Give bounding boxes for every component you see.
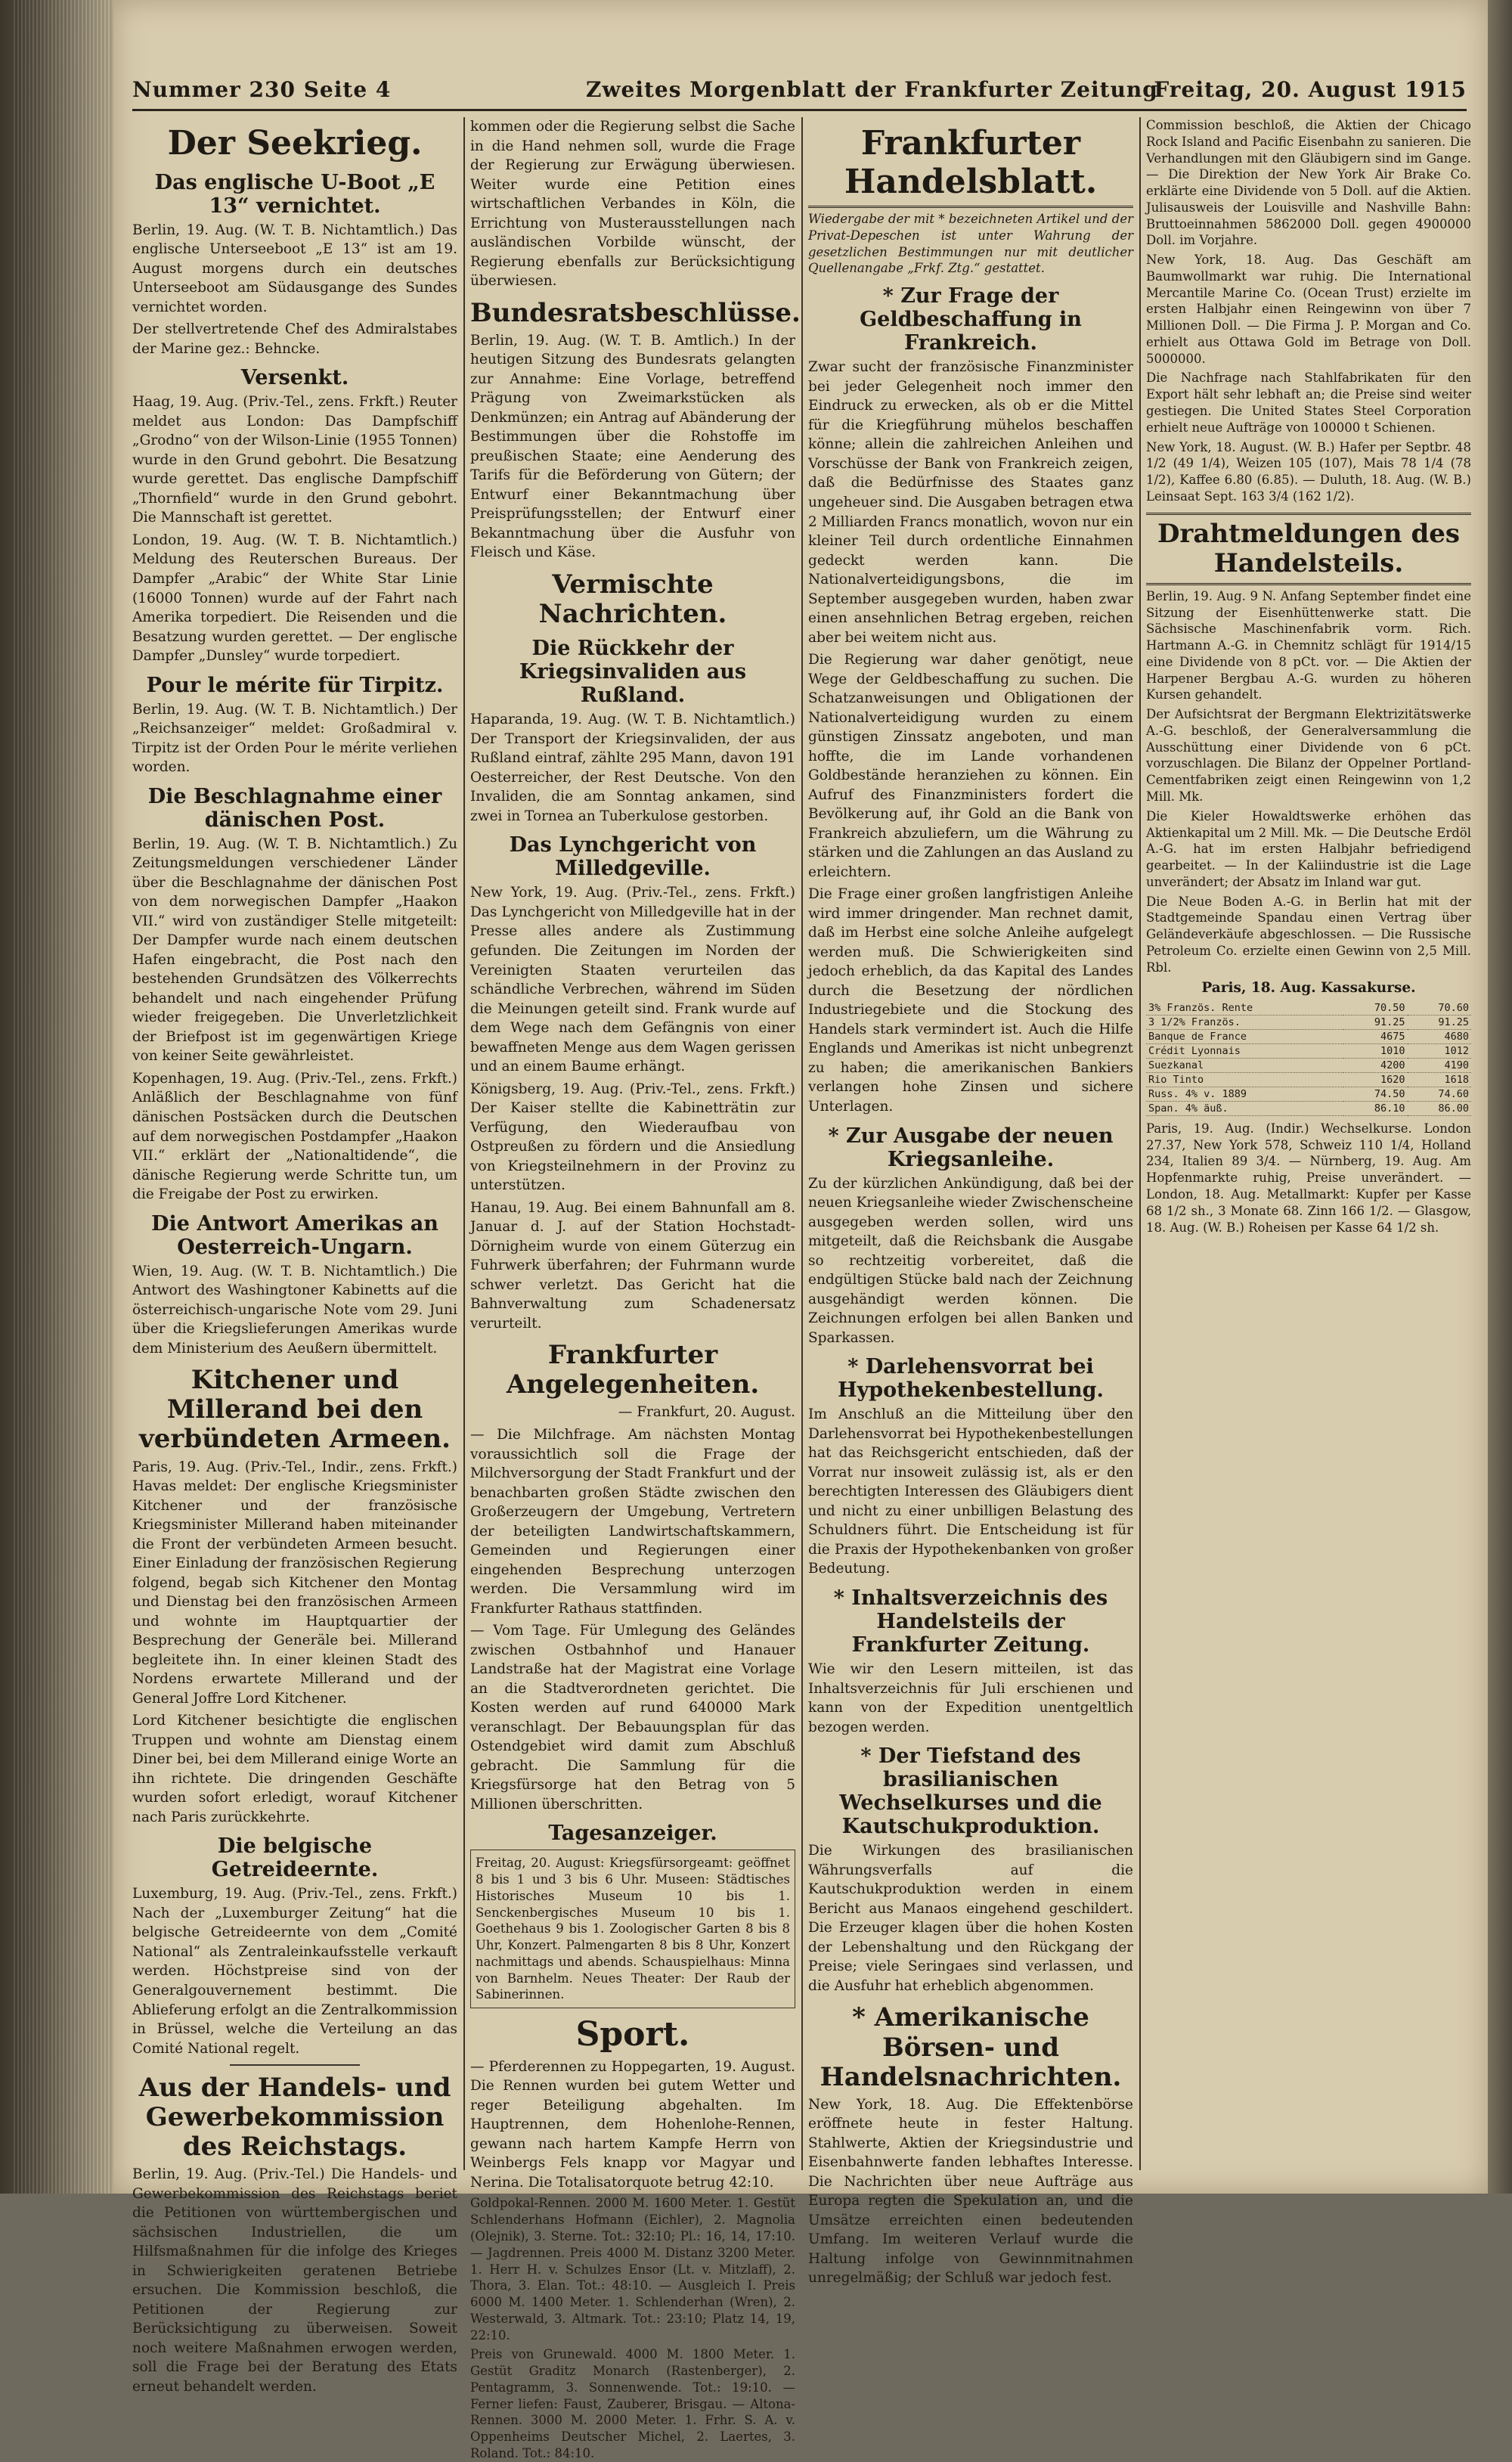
table-cell: 91.25 xyxy=(1343,1015,1407,1029)
headline: Das Lynchgericht von Milledgeville. xyxy=(509,833,757,881)
article-text: Berlin, 19. Aug. (Priv.-Tel.) Die Handels- und Gewerbekommission des Reichstags beriet die Petitionen von württembergischen und sächsischen Industriellen, die um Hilfsmaßnahmen für die infolge des Krieges in Schwierigkeiten geratenen Betriebe ersuchen. Die Kommission beschloß, die Petitionen der Regierung zur Berücksichtigung zu überweisen. Soweit noch weitere Maßnahmen erwogen werden, soll die Frage bei der Beratung des Etats erneut behandelt werden. xyxy=(132,2166,457,2395)
table-row xyxy=(1146,1001,1471,1015)
article-text: Berlin, 19. Aug. (W. T. B. Nichtamtlich.) Zu Zeitungsmeldungen verschiedener Länder über die Beschlagnahme der dänischen Post von dem norwegischen Dampfer „Haakon VII.“ wird von zuständiger Stelle mitgeteilt: Der Dampfer wurde nach einem deutschen Hafen eingebracht, die Post nach den bestehenden Grundsätzen des Völkerrechts behandelt und nach eingehender Prüfung wieder freigegeben. Die Unverletzlichkeit der Briefpost ist im gegenwärtigen Kriege von keiner Seite gewährleistet. xyxy=(132,836,457,1065)
issue-date: Freitag, 20. August 1915 xyxy=(1154,77,1467,102)
headline: Das englische U-Boot „E 13“ vernichtet. xyxy=(154,170,435,218)
article-text: — Die Milchfrage. Am nächsten Montag voraussichtlich soll die Frage der Milchversorgung der Stadt Frankfurt und der benachbarten großen Städte zwischen den Großerzeugern der Umgebung, Vertretern der beteiligten Landwirtschaftskammern, Gemeinden und Regierungen einer eingehenden Besprechung unterzogen werden. Die Versammlung wird im Frankfurter Rathaus stattfinden. xyxy=(470,1427,795,1617)
article-text: New York, 18. Aug. Die Effektenbörse eröffnete heute in fester Haltung. Stahlwerte, Aktien der Kriegsindustrie und Eisenbahnwerte fanden lebhaftes Interesse. Die Nachrichten über neue Aufträge aus Europa regten die Spekulation an, und die Umsätze erreichten einen bedeutenden Umfang. Im weiteren Verlauf wurde die Haltung infolge von Gewinnmitnahmen unregelmäßig; der Schluß war jedoch fest. xyxy=(808,2096,1133,2287)
event-listing: Freitag, 20. August: Kriegsfürsorgeamt: geöffnet 8 bis 1 und 3 bis 6 Uhr. Museen: Städtisches Historisches Museum 10 bis 1. Senckenbergisches Museum 10 bis 1. Goethehaus 9 bis 1. Zoologischer Garten 8 bis 8 Uhr, Konzert. Palmengarten 8 bis 8 Uhr, Konzert nachmittags und abends. Schauspielhaus: Minna von Barnhelm. Neues Theater: Der Raub der Sabinerinnen. xyxy=(470,1850,795,2008)
article-text: — Vom Tage. Für Umlegung des Geländes zwischen Ostbahnhof und Hanauer Landstraße hat der Magistrat eine Vorlage an die Stadtverordneten gerichtet. Die Kosten werden auf rund 640000 Mark veranschlagt. Der Bebauungsplan für das Ostendgebiet wird damit zum Abschluß gebracht. Die Sammlung für die Kriegsfürsorge hat den Betrag von 5 Millionen überschritten. xyxy=(470,1623,795,1812)
section-title: Sport. xyxy=(575,2015,690,2054)
table-cell: 4675 xyxy=(1343,1029,1407,1043)
headline: Aus der Handels- und Gewerbekommission des Reichstags. xyxy=(138,2073,451,2163)
table-row xyxy=(1146,1087,1471,1101)
table-cell: 70.60 xyxy=(1408,1001,1471,1015)
table-cell: 3% Französ. Rente xyxy=(1146,1001,1343,1015)
column-rule xyxy=(1139,117,1141,2170)
headline: Die belgische Getreideernte. xyxy=(211,1834,379,1882)
headline: * Zur Ausgabe der neuen Kriegsanleihe. xyxy=(828,1124,1114,1171)
page-edges xyxy=(14,0,112,2194)
article-text: Berlin, 19. Aug. (W. T. B. Amtlich.) In der heutigen Sitzung des Bundesrats gelangten zur Annahme: Eine Vorlage, betreffend Prägung von Zweimarkstücken als Denkmünzen; ein Antrag auf Abänderung der Bestimmungen über die Rohstoffe im preußischen Staate; eine Aenderung des Tarifs für die Beförderung von Gütern; der Entwurf einer Bekanntmachung über Preisprüfungsstellen; der Entwurf einer Bekanntmachung über die Ausfuhr von Fleisch und Käse. xyxy=(470,332,795,561)
table-cell: Russ. 4% v. 1889 xyxy=(1146,1087,1343,1101)
column-4 xyxy=(1146,117,1471,2174)
headline: * Der Tiefstand des brasilianischen Wechselkurses und die Kautschukproduktion. xyxy=(839,1744,1102,1839)
table-cell: Span. 4% äuß. xyxy=(1146,1101,1343,1115)
column-2 xyxy=(470,117,801,2460)
dateline: — Frankfurt, 20. August. xyxy=(618,1404,795,1421)
page-edge-right xyxy=(1488,0,1512,2194)
headline: * Zur Frage der Geldbeschaffung in Frankreich. xyxy=(860,284,1082,355)
table-cell: 1010 xyxy=(1343,1043,1407,1058)
section-title: Drahtmeldungen des Handelsteils. xyxy=(1146,513,1471,585)
article-text: Wie wir den Lesern mitteilen, ist das Inhaltsverzeichnis für Juli erschienen und kann von der Expedition unentgeltlich bezogen werden. xyxy=(808,1661,1133,1735)
section-title: Vermischte Nachrichten. xyxy=(538,569,727,630)
table-cell: 1618 xyxy=(1408,1072,1471,1087)
article-text: Haparanda, 19. Aug. (W. T. B. Nichtamtlich.) Der Transport der Kriegsinvaliden, der aus Rußland eintraf, zählte 295 Mann, davon 191 Oesterreicher, der Rest Deutsche. Von den Invaliden, die am Sonntag ankamen, sind zwei in Tornea an Tuberkulose gestorben. xyxy=(470,712,795,824)
column-3 xyxy=(808,117,1133,2287)
headline: * Darlehensvorrat bei Hypothekenbestellung. xyxy=(838,1355,1104,1403)
headline: Die Beschlagnahme einer dänischen Post. xyxy=(147,784,442,832)
article-text: Wien, 19. Aug. (W. T. B. Nichtamtlich.) Die Antwort des Washingtoner Kabinetts auf die österreichisch-ungarische Note vom 29. Juni über die Kriegslieferungen Amerikas wurde dem Ministerium des Aeußern übermittelt. xyxy=(132,1263,457,1357)
race-results: Preis von Grunewald. 4000 M. 1800 Meter. 1. Gestüt Graditz Monarch (Rastenberger), 2. Pentagramm, 3. Sonnenwende. Tot.: 19:10. — Ferner liefen: Faust, Zauberer, Brisgau. — Altona-Rennen. 3000 M. 2000 Meter. 1. Frhr. S. A. v. Oppenheims Deutscher Michel, 2. Laertes, 3. Roland. Tot.: 84:10. xyxy=(470,2347,795,2460)
article-text: Berlin, 19. Aug. 9 N. Anfang September findet eine Sitzung der Eisenhüttenwerke statt. Die Sächsische Maschinenfabrik vorm. Rich. Hartmann A.-G. in Chemnitz schlägt für 1914/15 eine Dividende von 8 pCt. vor. — Die Aktien der Harpener Bergbau A.-G. wurden zu höheren Kursen gehandelt. xyxy=(1146,588,1471,702)
table-cell: 3 1/2% Französ. xyxy=(1146,1015,1343,1029)
article-text: Die Regierung war daher genötigt, neue Wege der Geldbeschaffung zu suchen. Die Schatzanweisungen und Obligationen der Nationalverteidigung wurden zu einem günstigen Zinssatz angeboten, und man hoffte, die im Lande vorhandenen Goldbestände heranziehen zu können. Ein Aufruf des Finanzministers fordert die Bevölkerung auf, ihr Gold an die Bank von Frankreich abzuliefern, um die Währung zu stärken und die Zahlungen an das Ausland zu erleichtern. xyxy=(808,652,1133,880)
article-text: Die Neue Boden A.-G. in Berlin hat mit der Stadtgemeinde Spandau einen Vertrag über Geländeverkäufe abgeschlossen. — Die Russische Petroleum Co. erzielte einen Gewinn von 2,5 Mill. Rbl. xyxy=(1146,894,1471,975)
table-cell: Banque de France xyxy=(1146,1029,1343,1043)
column-rule xyxy=(463,117,465,2170)
table-row xyxy=(1146,1015,1471,1029)
article-text: Die Kieler Howaldtswerke erhöhen das Aktienkapital um 2 Mill. Mk. — Die Deutsche Erdöl A.-G. hat im ersten Halbjahr befriedigend gearbeitet. — In der Kaliindustrie ist die Lage unverändert; der Absatz im Inland war gut. xyxy=(1146,808,1471,889)
page-number: Nummer 230 Seite 4 xyxy=(132,77,392,102)
article-text: Commission beschloß, die Aktien der Chicago Rock Island and Pacific Eisenbahn zu sanieren. Die Verhandlungen mit den Gläubigern sind im Gange. — Die Direktion der New York Air Brake Co. erklärte eine Dividende von 5 Doll. auf die Aktien. Julisausweis der Louisville and Nashville Bahn: Bruttoeinnahmen 5862000 Doll. gegen 4900000 Doll. im Vorjahre. xyxy=(1146,118,1471,248)
article-text: New York, 18. Aug. Das Geschäft am Baumwollmarkt war ruhig. Die International Mercantile Marine Co. (Ocean Trust) erzielte im ersten Halbjahr einen Reingewinn von über 7 Millionen Doll. — Die Firma J. P. Morgan and Co. erhielt aus Ottawa Gold im Betrage von Doll. 5000000. xyxy=(1146,253,1471,366)
table-cell: Rio Tinto xyxy=(1146,1072,1343,1087)
headline: Die Antwort Amerikas an Oesterreich-Ungarn. xyxy=(151,1211,438,1259)
article-text: Hanau, 19. Aug. Bei einem Bahnunfall am 8. Januar d. J. auf der Station Hochstadt-Dörnigheim wurde von einem Güterzug ein Fuhrwerk überfahren; der Fuhrmann wurde schwer verletzt. Das Gericht hat die Bahnverwaltung zum Schadenersatz verurteilt. xyxy=(470,1199,795,1332)
column-1 xyxy=(132,117,457,2395)
article-text: Paris, 19. Aug. (Priv.-Tel., Indir., zens. Frkft.) Havas meldet: Der englische Kriegsminister Kitchener und der französische Kriegsminister Millerand haben miteinander die Front der verbündeten Armeen besucht. Einer Einladung der französischen Regierung folgend, begab sich Kitchener den Montag und Dienstag bei den französischen Armeen und wohnte im Hauptquartier der Besprechung der Generäle bei. Millerand begleitete ihn. In einer kleinen Stadt des Nordens erwartete Millerand und der General Joffre Lord Kitchener. xyxy=(132,1459,457,1707)
page-header xyxy=(132,76,1467,111)
headline: * Amerikanische Börsen- und Handelsnachrichten. xyxy=(820,2002,1122,2092)
table-cell: 1620 xyxy=(1343,1072,1407,1087)
quotes-table xyxy=(1146,1001,1471,1116)
headline: Bundesratsbeschlüsse. xyxy=(470,297,801,328)
table-cell: 4200 xyxy=(1343,1058,1407,1072)
column-rule xyxy=(801,117,803,2170)
table-cell: 74.50 xyxy=(1343,1087,1407,1101)
article-text: Zu der kürzlichen Ankündigung, daß bei der neuen Kriegsanleihe wieder Zwischenscheine ausgegeben werden sollen, wird uns mitgeteilt, daß die Reichsbank die Ausgabe so rechtzeitig vorbereitet, daß die endgültigen Stücke bald nach der Zeichnung ausgehändigt werden können. Die Zeichnungen erfolgen bei allen Banken und Sparkassen. xyxy=(808,1175,1133,1346)
headline: Tagesanzeiger. xyxy=(548,1822,717,1846)
section-title: Frankfurter Angelegenheiten. xyxy=(506,1340,760,1400)
separator xyxy=(230,2064,360,2066)
table-cell: 4680 xyxy=(1408,1029,1471,1043)
headline: Die Rückkehr der Kriegsinvaliden aus Rußland. xyxy=(519,637,747,708)
table-row xyxy=(1146,1101,1471,1115)
article-text: Luxemburg, 19. Aug. (Priv.-Tel., zens. Frkft.) Nach der „Luxemburger Zeitung“ hat die belgische Getreideernte von dem „Comité National“ als Zentraleinkaufsstelle verkauft werden. Höchstpreise sind von der Generalgouvernement bestimmt. Die Ablieferung erfolgt an die Zentralkommission in Brüssel, welche die Verteilung an das Comité National regelt. xyxy=(132,1886,457,2057)
headline: Kitchener und Millerand bei den verbündeten Armeen. xyxy=(139,1365,451,1455)
article-text: Im Anschluß an die Mitteilung über den Darlehensvorrat bei Hypothekenbestellungen hat das Reichsgericht entschieden, daß der Vorrat nur insoweit zulässig ist, als er den berechtigten Interessen des Gläubigers dient und nicht zu einer unbilligen Belastung des Schuldners führt. Die Entscheidung ist für die Praxis der Hypothekenbanken von großer Bedeutung. xyxy=(808,1406,1133,1577)
table-cell: 91.25 xyxy=(1408,1015,1471,1029)
article-text: — Pferderennen zu Hoppegarten, 19. August. Die Rennen wurden bei gutem Wetter und reger Beteiligung abgehalten. Im Hauptrennen, dem Hohenlohe-Rennen, gewann nach hartem Kampfe Herrn von Weinbergs Fels knapp vor Magyar und Nerina. Die Totalisatorquote betrug 42:10. xyxy=(470,2058,795,2191)
table-title: Paris, 18. Aug. Kassakurse. xyxy=(1201,980,1416,997)
headline: Versenkt. xyxy=(240,366,349,390)
table-cell: Crédit Lyonnais xyxy=(1146,1043,1343,1058)
reprint-notice: Wiedergabe der mit * bezeichneten Artikel und der Privat-Depeschen ist unter Wahrung der gesetzlichen Bestimmungen nur mit deutlicher Quellenangabe „Frkf. Ztg.“ gestattet. xyxy=(808,212,1133,276)
headline: Pour le mérite für Tirpitz. xyxy=(146,673,444,697)
article-text: Zwar sucht der französische Finanzminister bei jeder Gelegenheit noch immer den Eindruck zu erwecken, als ob er die Mittel für die Kriegführung mühelos beschaffen könne; allein die zahlreichen Anleihen und Vorschüsse der Bank von Frankreich zeigen, daß die Bedürfnisse des Staates ganz ungeheuer sind. Die Ausgaben betragen etwa 2 Milliarden Francs monatlich, wovon nur ein kleiner Teil durch ordentliche Einnahmen gedeckt werden kann. Die Nationalverteidigungsbons, die im September ausgegeben wurden, haben zwar einen ansehnlichen Betrag ergeben, reichen aber bei weitem nicht aus. xyxy=(808,359,1133,646)
table-cell: 74.60 xyxy=(1408,1087,1471,1101)
table-row xyxy=(1146,1029,1471,1043)
article-text: Berlin, 19. Aug. (W. T. B. Nichtamtlich.) Der „Reichsanzeiger“ meldet: Großadmiral v. Tirpitz ist der Orden Pour le mérite verliehen worden. xyxy=(132,701,457,776)
section-title: Frankfurter Handelsblatt. xyxy=(808,125,1133,208)
article-text: Königsberg, 19. Aug. (Priv.-Tel., zens. Frkft.) Der Kaiser stellte die Kabinetträtin zur Verfügung, den Wiederaufbau von Ostpreußen zu fördern und die Ansiedlung von Kriegsteilnehmern in der Provinz zu unterstützen. xyxy=(470,1081,795,1194)
table-cell: Suezkanal xyxy=(1146,1058,1343,1072)
article-text: Der Aufsichtsrat der Bergmann Elektrizitätswerke A.-G. beschloß, der Generalversammlung die Ausschüttung einer Dividende von 6 pCt. vorzuschlagen. Die Bilanz der Oppelner Portland-Cementfabriken zeigt einen Reingewinn von 1,2 Mill. Mk. xyxy=(1146,707,1471,804)
table-cell: 4190 xyxy=(1408,1058,1471,1072)
table-cell: 86.10 xyxy=(1343,1101,1407,1115)
headline: * Inhaltsverzeichnis des Handelsteils der Frankfurter Zeitung. xyxy=(833,1586,1108,1657)
article-text: Lord Kitchener besichtigte die englischen Truppen und wohnte am Dienstag einem Diner bei, bei dem Millerand einige Worte an ihn richtete. Die dringenden Geschäfte wurden sofort erledigt, worauf Kitchener nach Paris zurückkehrte. xyxy=(132,1713,457,1825)
article-text: Die Frage einer großen langfristigen Anleihe wird immer dringender. Man rechnet damit, daß im Herbst eine solche Anleihe aufgelegt werden muß. Die Schwierigkeiten sind jedoch erheblich, da das Kapital des Landes durch die Besetzung der nördlichen Industriegebiete und die Stockung des Handels stark vermindert ist. Auch die Hilfe Englands und Amerikas ist nicht unbegrenzt zu haben; die amerikanischen Bankiers verlangen hohe Zinsen und sichere Unterlagen. xyxy=(808,886,1133,1115)
article-text: Die Wirkungen des brasilianischen Währungsverfalls auf die Kautschukproduktion werden in einem Bericht aus Manaos eingehend geschildert. Die Erzeuger klagen über die hohen Kosten der Lebenshaltung und den Rückgang der Preise; viele Seringaes sind verlassen, und die Ausfuhr hat erheblich abgenommen. xyxy=(808,1843,1133,1994)
table-cell: 86.00 xyxy=(1408,1101,1471,1115)
article-text: New York, 19. Aug. (Priv.-Tel., zens. Frkft.) Das Lynchgericht von Milledgeville hat in der Presse alles andere als Zustimmung gefunden. Die Zeitungen im Norden der Vereinigten Staaten verurteilen das schändliche Verbrechen, während im Süden die Meinungen geteilt sind. Frank wurde auf dem Wege nach dem Gefängnis von einer bewaffneten Menge aus dem Wagen gerissen und an einem Baume erhängt. xyxy=(470,885,795,1075)
race-results: Goldpokal-Rennen. 2000 M. 1600 Meter. 1. Gestüt Schlenderhans Hofmann (Eichler), 2. Magnolia (Olejnik), 3. Sterne. Tot.: 32:10; Pl.: 16, 14, 17:10. — Jagdrennen. Preis 4000 M. Distanz 3200 Meter. 1. Herr H. v. Schulzes Ensor (Lt. v. Mitzlaff), 2. Thora, 3. Elan. Tot.: 48:10. — Ausgleich I. Preis 6000 M. 1400 Meter. 1. Schlenderhan (Wren), 2. Westerwald, 3. Altmark. Tot.: 23:10; Platz 14, 19, 22:10. xyxy=(470,2196,795,2343)
article-text: Kopenhagen, 19. Aug. (Priv.-Tel., zens. Frkft.) Anläßlich der Beschlagnahme von fünf dänischen Postsäcken durch die Deutschen auf dem norwegischen Postdampfer „Haakon VII.“ erklärt der „Nationaltidende“, die dänische Regierung werde Schritte tun, um die Freigabe der Post zu erwirken. xyxy=(132,1070,457,1203)
section-title: Der Seekrieg. xyxy=(167,124,423,163)
article-text: Haag, 19. Aug. (Priv.-Tel., zens. Frkft.) Reuter meldet aus London: Das Dampfschiff „Grodno“ von der Wilson-Linie (1955 Tonnen) wurde in den Grund gebohrt. Die Besatzung wurde gerettet. Das englische Dampfschiff „Thornfield“ wurde in den Grund gebohrt. Die Mannschaft ist gerettet. xyxy=(132,394,457,526)
article-text: kommen oder die Regierung selbst die Sache in die Hand nehmen soll, wurde die Frage der Regierung zur Erwägung überwiesen. Weiter wurde eine Petition eines wirtschaftlichen Verbandes in Köln, die Errichtung von Musterausstellungen nach ausländischen Vorbilde wünscht, der Regierung ebenfalls zur Berücksichtigung überwiesen. xyxy=(470,119,795,290)
newspaper-page xyxy=(113,0,1488,2460)
article-text: Berlin, 19. Aug. (W. T. B. Nichtamtlich.) Das englische Unterseeboot „E 13“ ist am 19. August morgens durch ein deutsches Unterseeboot am Südausgange des Sundes vernichtet worden. xyxy=(132,222,457,315)
market-quotes: Paris, 19. Aug. (Indir.) Wechselkurse. London 27.37, New York 578, Schweiz 110 1/4, Holland 234, Italien 89 3/4. — Nürnberg, 19. Aug. Am Hopfenmarkte ruhig, Preise unverändert. — London, 18. Aug. Metallmarkt: Kupfer per Kasse 68 1/2 sh., 3 Monate 68. Zinn 166 1/2. — Glasgow, 18. Aug. (W. B.) Roheisen per Kasse 64 1/2 sh. xyxy=(1146,1121,1471,1235)
table-row xyxy=(1146,1072,1471,1087)
paper-title: Zweites Morgenblatt der Frankfurter Zeitung xyxy=(586,77,1158,102)
article-text: London, 19. Aug. (W. T. B. Nichtamtlich.) Meldung des Reuterschen Bureaus. Der Dampfer „Arabic“ der White Star Linie (16000 Tonnen) wurde auf der Fahrt nach Amerika torpediert. Die Reisenden und die Besatzung wurden gerettet. — Der englische Dampfer „Dunsley“ wurde torpediert. xyxy=(132,532,457,665)
article-text: Der stellvertretende Chef des Admiralstabes der Marine gez.: Behncke. xyxy=(132,321,457,357)
table-cell: 1012 xyxy=(1408,1043,1471,1058)
table-cell: 70.50 xyxy=(1343,1001,1407,1015)
market-quotes: New York, 18. August. (W. B.) Hafer per Septbr. 48 1/2 (49 1/4), Weizen 105 (107), Mais 78 1/4 (78 1/2), Kaffee 6.80 (6.85). — Duluth, 18. Aug. (W. B.) Leinsaat Sept. 163 3/4 (162 1/2). xyxy=(1146,439,1471,504)
table-row xyxy=(1146,1058,1471,1072)
article-text: Die Nachfrage nach Stahlfabrikaten für den Export hält sehr lebhaft an; die Preise sind weiter gestiegen. Die United States Steel Corporation erhielt neue Aufträge von 100000 t Schienen. xyxy=(1146,371,1471,435)
table-row xyxy=(1146,1043,1471,1058)
